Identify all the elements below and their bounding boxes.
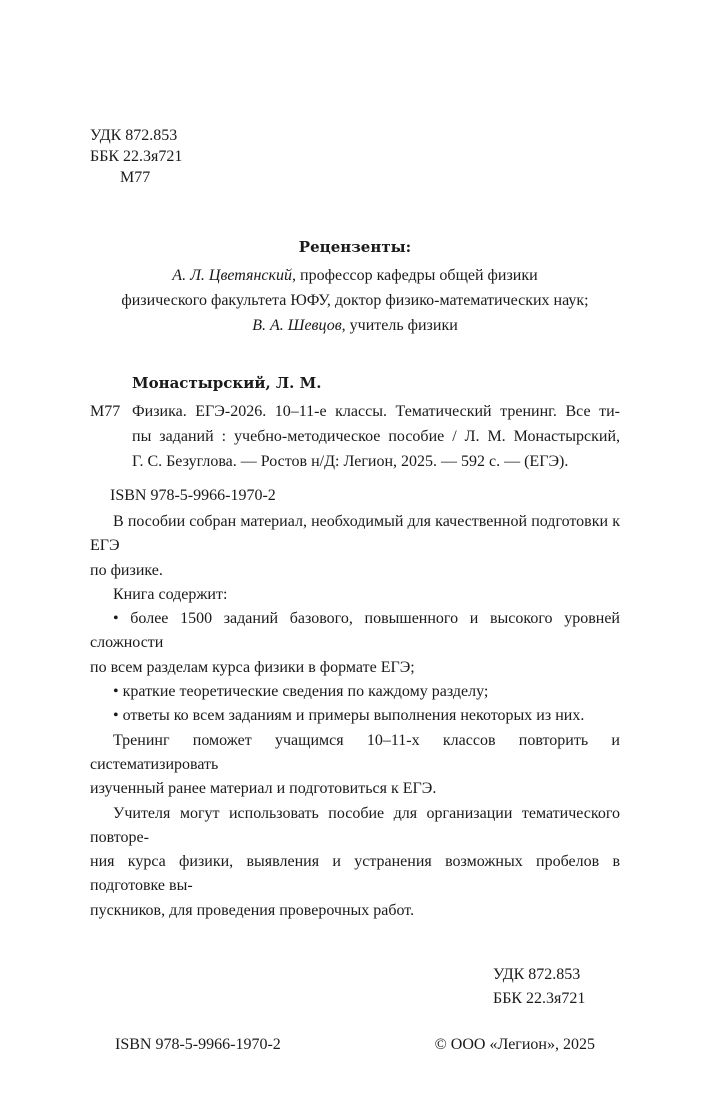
reviewer-2-title: , учитель физики xyxy=(341,317,458,334)
reviewer-1-name: А. Л. Цветянский xyxy=(172,267,293,284)
footer-codes xyxy=(90,963,620,1011)
reviewer-2-name: В. А. Шевцов xyxy=(252,317,342,334)
copyright-line xyxy=(435,1033,595,1057)
reviewer-2-line xyxy=(90,313,620,338)
footer-isbn: ISBN 978-5-9966-1970-2 xyxy=(115,1036,281,1054)
annotation-bullet: • краткие теоретические сведения по каждому разделу; xyxy=(113,683,489,701)
footer-udk: УДК 872.853 xyxy=(493,966,581,984)
author-mark: М77 xyxy=(120,169,151,186)
annotation-line: Книга содержит: xyxy=(113,585,228,603)
reviewer-1-line-1 xyxy=(90,263,620,288)
reviewer-1-title: , профессор кафедры общей физики xyxy=(292,267,538,284)
footer-bbk: ББК 22.3я721 xyxy=(493,990,586,1008)
reviewers-title: Рецензенты: xyxy=(298,238,412,256)
annotation xyxy=(90,510,620,923)
reviewer-1-line-2: физического факультета ЮФУ, доктор физико-математических наук; xyxy=(121,292,589,309)
copyright-icon: © xyxy=(434,1036,447,1054)
annotation-bullet: • ответы ко всем заданиям и примеры выполнения некоторых из них. xyxy=(113,707,585,725)
bib-line: Физика. ЕГЭ-2026. 10–11-е классы. Тематический тренинг. Все ти- xyxy=(132,403,620,420)
copyright-text: ООО «Легион», 2025 xyxy=(450,1036,595,1054)
udk-code: УДК 872.853 xyxy=(90,127,178,144)
author-heading: Монастырский, Л. М. xyxy=(132,374,322,392)
annotation-line: по всем разделам курса физики в формате ЕГЭ; xyxy=(90,658,415,676)
bibliographic-entry xyxy=(90,399,620,474)
annotation-line: ния курса физики, выявления и устранения возможных пробелов в подготовке вы- xyxy=(90,853,620,895)
bib-line: Г. С. Безуглова. — Ростов н/Д: Легион, 2025. — 592 с. — (ЕГЭ). xyxy=(132,453,569,470)
annotation-line: по физике. xyxy=(90,561,163,579)
annotation-line: изученный ранее материал и подготовиться к ЕГЭ. xyxy=(90,780,437,798)
annotation-line: В пособии собран материал, необходимый для качественной подготовки к ЕГЭ xyxy=(90,513,620,555)
annotation-line: Учителя могут использовать пособие для организации тематического повторе- xyxy=(90,804,620,846)
classification-codes xyxy=(90,125,620,188)
annotation-bullet: • более 1500 заданий базового, повышенного и высокого уровней сложности xyxy=(90,610,620,652)
annotation-line: Тренинг поможет учащимся 10–11-х классов повторить и систематизировать xyxy=(90,731,620,773)
annotation-line: пускников, для проведения проверочных работ. xyxy=(90,901,415,919)
bib-line: пы заданий : учебно-методическое пособие / Л. М. Монастырский, xyxy=(132,428,620,445)
bbk-code: ББК 22.3я721 xyxy=(90,148,183,165)
footer-row xyxy=(90,1033,620,1057)
bib-isbn: ISBN 978-5-9966-1970-2 xyxy=(110,487,276,504)
bib-mark: М77 xyxy=(90,403,121,420)
reviewers-block xyxy=(90,235,620,338)
